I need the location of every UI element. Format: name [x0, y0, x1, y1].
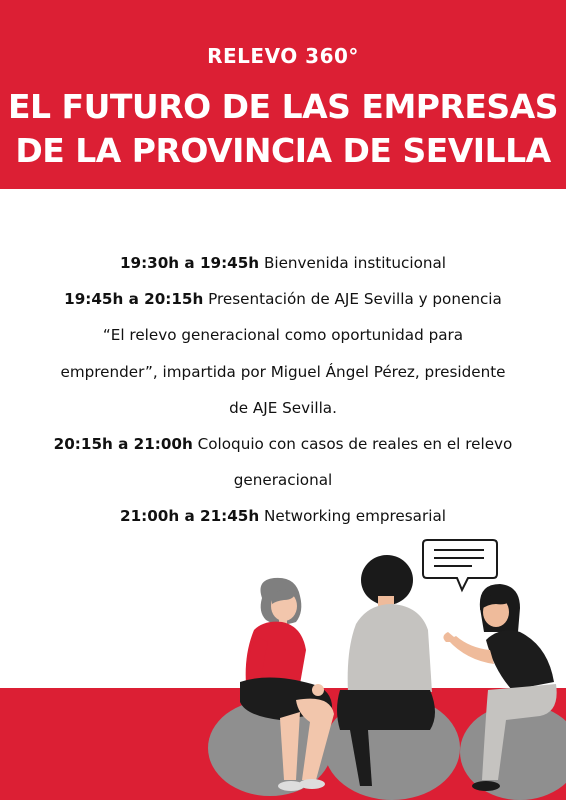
agenda-time: 21:00h a 21:45h: [120, 507, 260, 526]
speech-bubble-icon: [423, 540, 497, 590]
agenda-description: Coloquio con casos de reales en el relevo: [197, 435, 513, 454]
event-title: [0, 85, 566, 173]
agenda-time: 20:15h a 21:00h: [53, 435, 193, 454]
agenda-time: 19:45h a 20:15h: [64, 290, 204, 309]
agenda-line: “El relevo generacional como oportunidad para: [102, 326, 464, 345]
agenda-line: emprender”, impartida por Miguel Ángel Pérez, presidente: [60, 362, 506, 381]
event-title-line-1: EL FUTURO DE LAS EMPRESAS: [8, 87, 558, 126]
agenda-time: 19:30h a 19:45h: [119, 254, 260, 272]
agenda-description: Bienvenida institucional: [263, 254, 447, 272]
agenda-line: [20, 426, 546, 462]
conversation-illustration: [0, 520, 566, 800]
agenda-line: generacional: [233, 471, 333, 490]
event-subtitle: RELEVO 360°: [207, 44, 359, 68]
agenda: [20, 245, 546, 535]
header-banner: [0, 0, 566, 189]
agenda-description: Presentación de AJE Sevilla y ponencia: [208, 290, 502, 309]
event-title-line-2: DE LA PROVINCIA DE SEVILLA: [15, 131, 551, 170]
agenda-line: [20, 281, 546, 317]
agenda-description: Networking empresarial: [264, 507, 446, 526]
agenda-line: [20, 245, 546, 281]
agenda-line: de AJE Sevilla.: [229, 398, 337, 417]
